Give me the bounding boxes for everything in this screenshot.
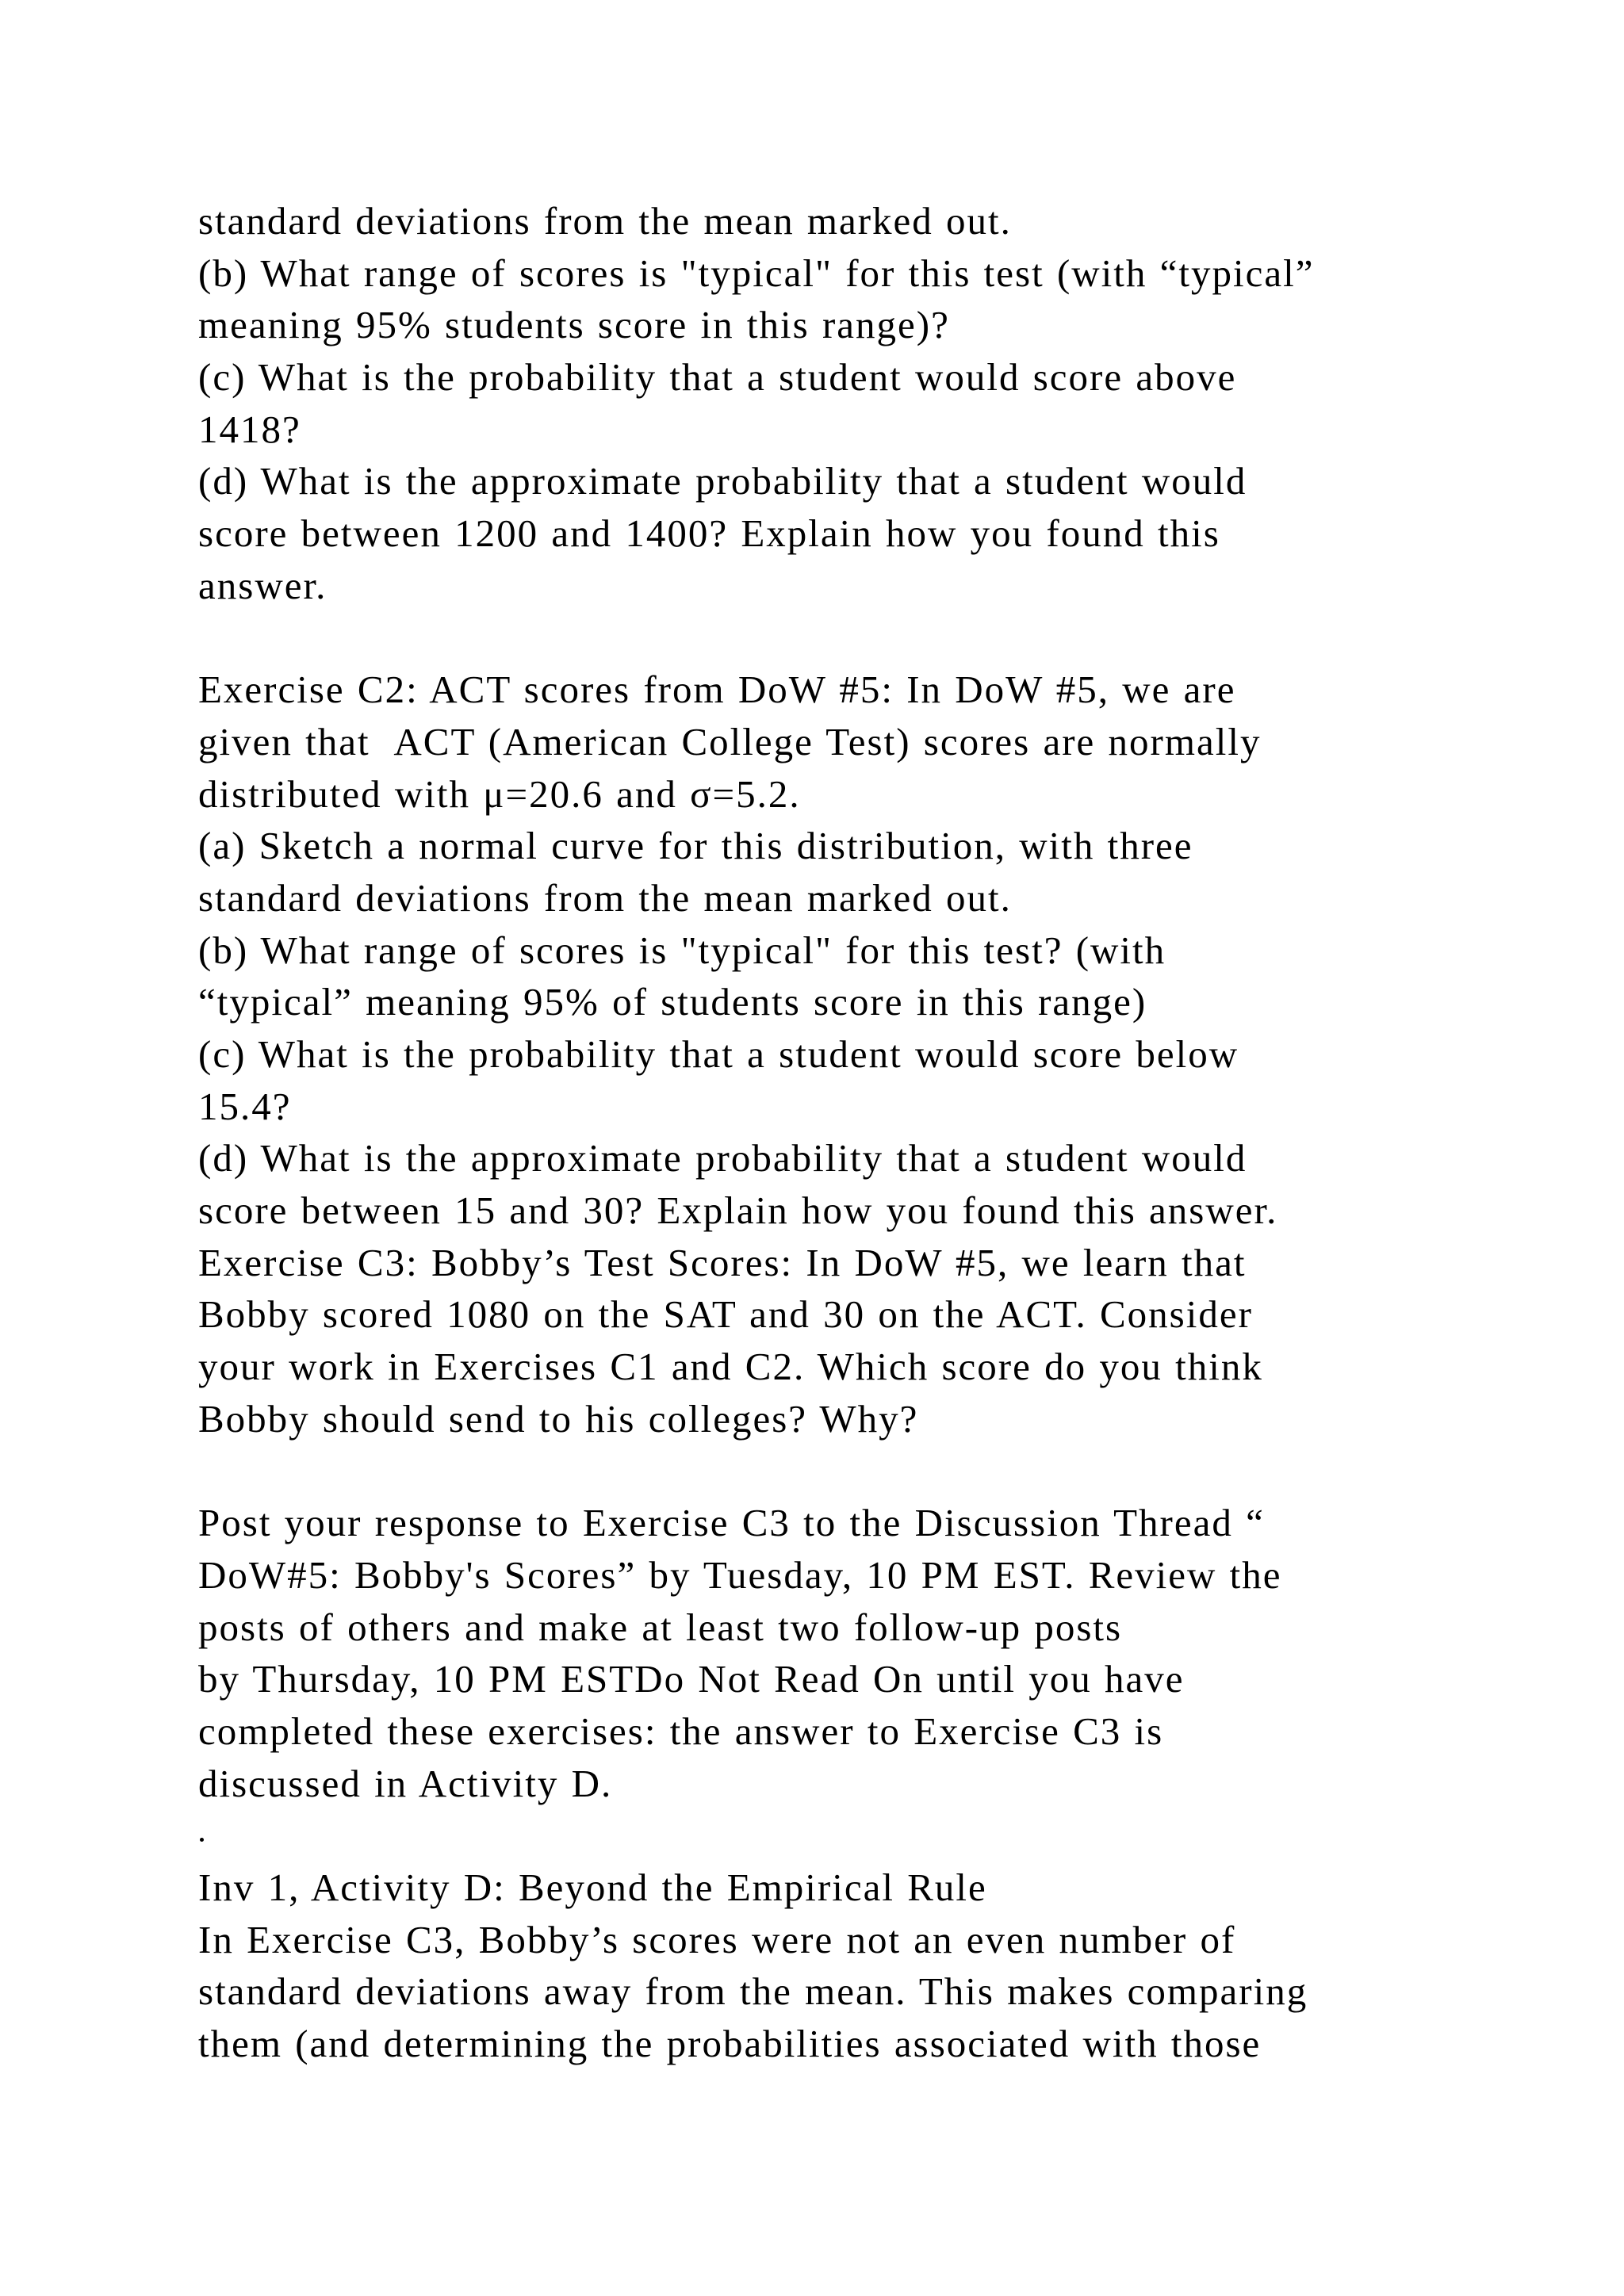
text-line: them (and determining the probabilities associated with those: [198, 2022, 1262, 2066]
exercise-c2-heading-line: Exercise C2: ACT scores from DoW #5: In DoW #5, we are: [198, 668, 1236, 712]
text-line: (c) What is the probability that a student would score below: [198, 1032, 1239, 1076]
text-line: (d) What is the approximate probability that a student would: [198, 1136, 1247, 1181]
text-line: (c) What is the probability that a student would score above: [198, 355, 1237, 400]
text-line: Bobby scored 1080 on the SAT and 30 on the ACT. Consider: [198, 1292, 1253, 1337]
exercise-c3-heading-line: Exercise C3: Bobby’s Test Scores: In DoW #5, we learn that: [198, 1240, 1247, 1284]
activity-d-heading-line: Inv 1, Activity D: Beyond the Empirical Rule: [198, 1866, 987, 1909]
text-line: meaning 95% students score in this range)?: [198, 303, 950, 347]
text-line: completed these exercises: the answer to Exercise C3 is: [198, 1709, 1164, 1753]
text-line: posts of others and make at least two follow-up posts: [198, 1605, 1123, 1649]
text-line: distributed with μ=20.6 and σ=5.2.: [198, 771, 801, 816]
text-line: by Thursday, 10 PM ESTDo Not Read On until you have: [198, 1657, 1185, 1701]
text-line: standard deviations from the mean marked out.: [198, 199, 1012, 243]
text-line: DoW#5: Bobby's Scores” by Tuesday, 10 PM EST. Review the: [198, 1552, 1282, 1597]
bullet-line: [198, 1809, 1546, 1862]
text-line: In Exercise C3, Bobby’s scores were not an even number of: [198, 1917, 1236, 1961]
text-line: score between 15 and 30? Explain how you found this answer.: [198, 1188, 1278, 1233]
text-line: 15.4?: [198, 1084, 292, 1128]
document-body-text: [198, 195, 1546, 2070]
blank-line: [198, 612, 1546, 664]
text-line: Bobby should send to his colleges? Why?: [198, 1396, 919, 1441]
text-line: (a) Sketch a normal curve for this distribution, with three: [198, 824, 1193, 868]
text-line: (b) What range of scores is "typical" for this test (with “typical”: [198, 251, 1315, 295]
text-line: (d) What is the approximate probability that a student would: [198, 459, 1247, 503]
text-line: “typical” meaning 95% of students score in this range): [198, 980, 1147, 1024]
text-line: given that ACT (American College Test) scores are normally: [198, 719, 1262, 763]
text-line: your work in Exercises C1 and C2. Which score do you think: [198, 1345, 1263, 1389]
text-line: standard deviations from the mean marked out.: [198, 875, 1012, 920]
text-line: (b) What range of scores is "typical" for this test? (with: [198, 928, 1166, 972]
text-line: score between 1200 and 1400? Explain how you found this: [198, 511, 1220, 556]
text-line: discussed in Activity D.: [198, 1761, 613, 1805]
text-line: answer.: [198, 563, 327, 607]
text-line: 1418?: [198, 407, 301, 451]
text-line: Post your response to Exercise C3 to the Discussion Thread “: [198, 1501, 1265, 1545]
blank-line: [198, 1445, 1546, 1498]
bullet-dot-icon: [200, 1838, 204, 1842]
text-line: standard deviations away from the mean. This makes comparing: [198, 1969, 1308, 2014]
